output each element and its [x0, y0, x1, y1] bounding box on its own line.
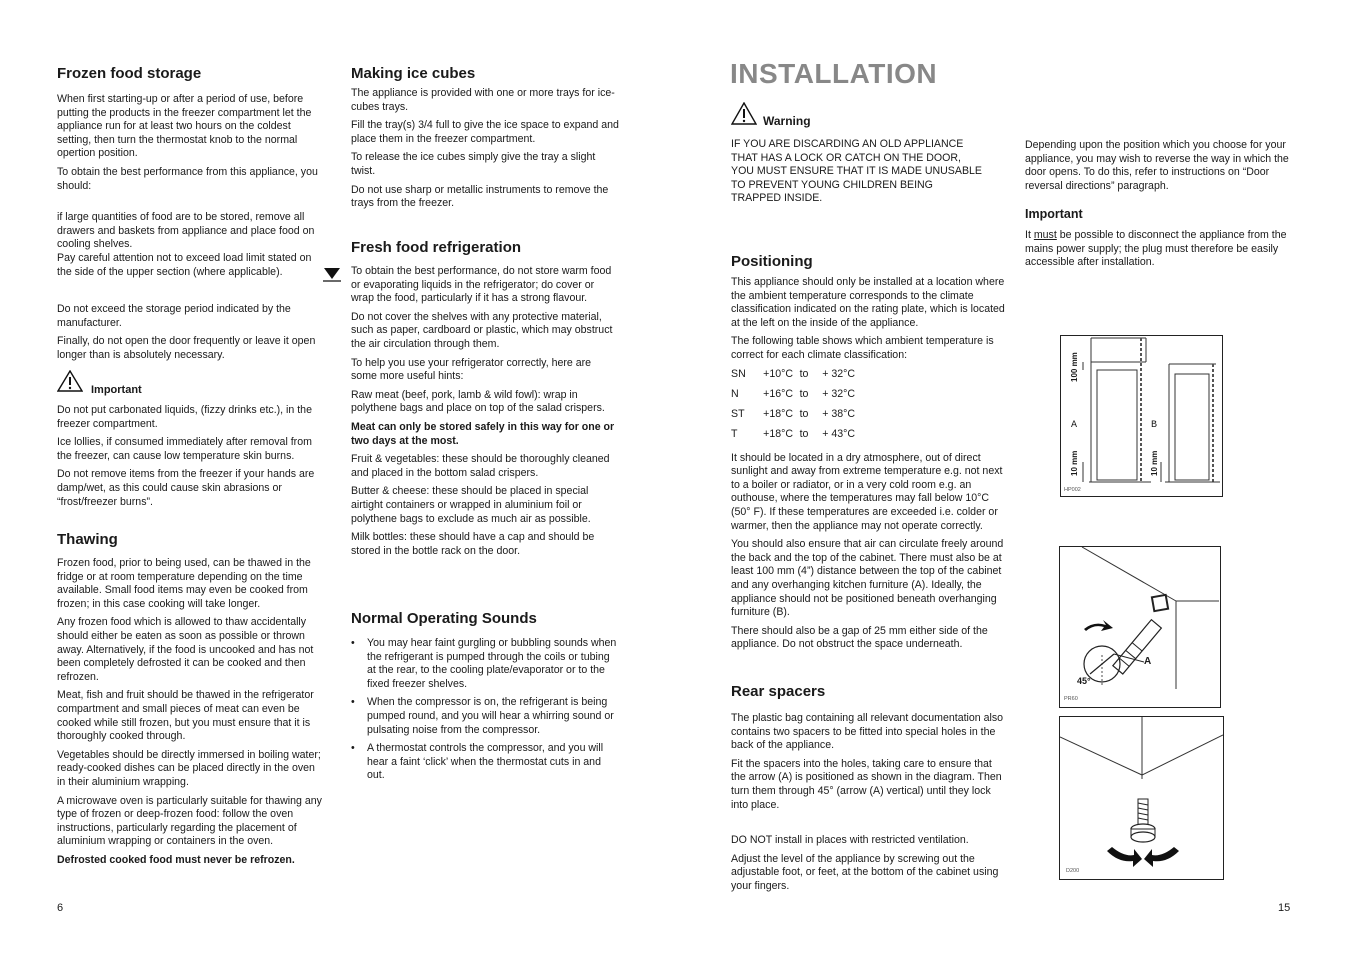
- climate-to: to: [799, 387, 809, 400]
- figure-code: PR60: [1064, 696, 1078, 702]
- load-limit-triangle-icon: [322, 266, 342, 282]
- climate-class: ST: [731, 407, 745, 420]
- dimension-100mm: 100 mm: [1070, 352, 1079, 382]
- paragraph: Finally, do not open the door frequently or leave it open longer than is absolutely necessary.: [57, 335, 316, 361]
- climate-row: [731, 388, 1009, 408]
- important-right-section: [1025, 229, 1293, 275]
- label-b: B: [1151, 420, 1158, 431]
- warning-label: Warning: [763, 114, 811, 128]
- sounds-list: [351, 637, 619, 783]
- climate-min: +18°C: [763, 407, 793, 420]
- paragraph: The plastic bag containing all relevant documentation also contains two spacers to be fitted into special holes in the back of the appliance.: [731, 712, 1004, 752]
- climate-class: N: [731, 387, 739, 400]
- paragraph: When first starting-up or after a period of use, before putting the products in the freezer compartment let the appliance run for at least two hours on the coldest setting, then turn the thermostat knob to the normal opertion position.: [57, 93, 312, 160]
- paragraph: Frozen food, prior to being used, can be thawed in the fridge or at room temperature depending on the time available. Small food items may even be cooked from frozen; in this case cooking will take longer.: [57, 557, 311, 610]
- paragraph: To help you use your refrigerator correctly, here are some more useful hints:: [351, 356, 592, 383]
- important-heading: Important: [1025, 207, 1083, 221]
- paragraph: Defrosted cooked food must never be refrozen.: [57, 853, 295, 866]
- positioning-heading: Positioning: [731, 253, 813, 270]
- paragraph: Meat, fish and fruit should be thawed in the refrigerator compartment and small pieces of meat can even be cooked while still frozen, but you must ensure that it is thoroughly cooked through.: [57, 689, 314, 743]
- climate-class: T: [731, 427, 738, 440]
- paragraph: Fit the spacers into the holes, taking care to ensure that the arrow (A) is positioned as shown in the diagram. Then turn them through 45° (arrow (A) vertical) until they lock into place.: [731, 757, 1002, 811]
- climate-to: to: [799, 367, 809, 380]
- fresh-food-heading: Fresh food refrigeration: [351, 239, 522, 256]
- ice-cubes-heading: Making ice cubes: [351, 65, 476, 82]
- climate-class: SN: [731, 367, 746, 380]
- paragraph: Any frozen food which is allowed to thaw accidentally should either be eaten as soon as possible or thrown away. Alternatively, if the food is uncooked and has not been completely defrosted it can be cooked and then refrozen.: [57, 616, 314, 683]
- dimension-10mm-b: 10 mm: [1150, 450, 1159, 476]
- positioning-section: [731, 276, 1009, 657]
- paragraph: Depending upon the position which you choose for your appliance, you may wish to reverse the way in which the door opens. To do this, refer to instructions on “Door reversal directions” paragraph.: [1025, 139, 1289, 192]
- sounds-section: [351, 637, 619, 788]
- thawing-section: [57, 557, 323, 872]
- ice-cubes-section: [351, 87, 619, 216]
- paragraph: Pay careful attention not to exceed load limit stated on the side of the upper section (where applicable).: [57, 251, 312, 278]
- paragraph: Meat can only be stored safely in this way for one or two days at the most.: [351, 420, 615, 447]
- paragraph: Butter & cheese: these should be placed in special airtight containers or wrapped in aluminium foil or polythene bags to exclude as much air as possible.: [351, 485, 591, 525]
- paragraph: Do not put carbonated liquids, (fizzy drinks etc.), in the freezer compartment.: [57, 404, 312, 430]
- climate-max: + 43°C: [822, 427, 855, 440]
- paragraph: Ice lollies, if consumed immediately after removal from the freezer, can cause low temperature skin burns.: [57, 436, 312, 462]
- paragraph: To obtain the best performance from this appliance, you should:: [57, 165, 318, 192]
- paragraph: The appliance is provided with one or more trays for ice-cubes trays.: [351, 87, 615, 113]
- rear-spacers-section: [731, 712, 1009, 899]
- paragraph: DO NOT install in places with restricted ventilation.: [731, 834, 969, 847]
- paragraph: Vegetables should be directly immersed in boiling water; ready-cooked dishes can be placed directly in the oven in their aluminium wrapping.: [57, 748, 321, 788]
- sounds-heading: Normal Operating Sounds: [351, 610, 537, 627]
- fresh-food-section: [351, 265, 619, 563]
- paragraph: It should be located in a dry atmosphere, out of direct sunlight and away from extreme temperature e.g. not next to a boiler or radiator, or in a very cold room e.g. an outhouse, where the temperatures may fall below 10°C (50° F). If these temperatures are exceeded i.e. colder or warmer, then the appliance may not operate correctly.: [731, 451, 1003, 532]
- door-reversal-section: [1025, 139, 1293, 198]
- paragraph: Do not use sharp or metallic instruments to remove the trays from the freezer.: [351, 183, 609, 210]
- paragraph: To obtain the best performance, do not store warm food or evaporating liquids in the refrigerator; do cover or wrap the food, particularly if it has a strong flavour.: [351, 265, 612, 305]
- climate-max: + 32°C: [822, 387, 855, 400]
- climate-max: + 32°C: [822, 367, 855, 380]
- clearance-diagram: [1060, 335, 1223, 497]
- paragraph: Do not remove items from the freezer if your hands are damp/wet, as this could cause skin abrasions or “frost/freezer burns”.: [57, 468, 315, 508]
- paragraph: A microwave oven is particularly suitable for thawing any type of frozen or deep-frozen food: follow the oven instructions, particularly regarding the placement of aluminium wrapping or containers in the oven.: [57, 794, 322, 848]
- warning-triangle-icon: [731, 102, 757, 126]
- paragraph: There should also be a gap of 25 mm either side of the appliance. Do not obstruct the space underneath.: [731, 624, 988, 651]
- climate-min: +10°C: [763, 367, 793, 380]
- spacer-diagram: [1059, 546, 1221, 708]
- climate-to: to: [799, 407, 809, 420]
- paragraph: Fill the tray(s) 3/4 full to give the ice space to expand and place them in the freezer compartment.: [351, 119, 619, 145]
- paragraph: Raw meat (beef, pork, lamb & wild fowl): wrap in polythene bags and place on top of the salad crispers.: [351, 388, 605, 415]
- climate-row: [731, 428, 1009, 448]
- list-item: • You may hear faint gurgling or bubbling sounds when the refrigerant is pumped through the coils or tubing at the rear, to the cooling plate/evaporator or to the fixed freezer shelves.: [367, 637, 619, 691]
- paragraph: Do not exceed the storage period indicated by the manufacturer.: [57, 303, 291, 329]
- climate-min: +18°C: [763, 427, 793, 440]
- list-item: • When the compressor is on, the refrigerant is being pumped round, and you will hear a whirring sound or pulsating noise from the compressor.: [367, 696, 619, 737]
- climate-row: [731, 368, 1009, 388]
- clearance-drawing: [1061, 336, 1222, 496]
- page-number-right: 15: [1278, 902, 1291, 914]
- paragraph: Adjust the level of the appliance by screwing out the adjustable foot, or feet, at the bottom of the cabinet using your fingers.: [731, 852, 999, 892]
- text-span: be possible to disconnect the appliance from the mains power supply; the plug must therefore be easily accessible after installation.: [1025, 229, 1287, 269]
- text-span: It: [1025, 229, 1034, 241]
- label-a: A: [1071, 420, 1078, 431]
- paragraph: The following table shows which ambient temperature is correct for each climate classification:: [731, 335, 994, 361]
- thawing-heading: Thawing: [57, 531, 118, 548]
- label-a: A: [1144, 656, 1152, 667]
- paragraph: Fruit & vegetables: these should be thoroughly cleaned and placed in the bottom salad crispers.: [351, 453, 610, 479]
- warning-triangle-icon: [57, 370, 83, 392]
- important-label: Important: [91, 384, 142, 396]
- frozen-food-heading: Frozen food storage: [57, 65, 202, 82]
- paragraph: if large quantities of food are to be stored, remove all drawers and baskets from appliance and place food on cooling shelves.: [57, 211, 315, 251]
- paragraph: Milk bottles: these should have a cap and should be stored in the bottle rack on the door.: [351, 531, 595, 557]
- page-number-left: 6: [57, 902, 64, 914]
- foot-drawing: [1060, 717, 1223, 879]
- warning-text: IF YOU ARE DISCARDING AN OLD APPLIANCE THAT HAS A LOCK OR CATCH ON THE DOOR, YOU MUST ENSURE THAT IT IS MADE UNUSABLE TO PREVENT YOUNG CHILDREN BEING TRAPPED INSIDE.: [731, 138, 982, 205]
- installation-title: INSTALLATION: [730, 58, 938, 89]
- frozen-food-section: [57, 93, 323, 368]
- paragraph: Do not cover the shelves with any protective material, such as paper, cardboard or plastic, which may obstruct the air circulation through them.: [351, 310, 613, 350]
- paragraph: You should also ensure that air can circulate freely around the back and the top of the cabinet. There must also be at least 100 mm (4”) distance between the top of the cabinet and any overhanging kitchen furniture (A). Ideally, the appliance should not be positioned beneath overhanging furniture (B).: [731, 538, 1004, 619]
- emphasis-must: must: [1033, 229, 1057, 241]
- adjustable-foot-diagram: [1059, 716, 1224, 880]
- climate-table: [731, 368, 1009, 448]
- climate-to: to: [799, 427, 809, 440]
- paragraph: This appliance should only be installed at a location where the ambient temperature corresponds to the climate classification indicated on the rating plate, which is located at the left on the inside of the appliance.: [731, 276, 1005, 329]
- climate-max: + 38°C: [822, 407, 855, 420]
- angle-label: 45°: [1077, 676, 1091, 686]
- paragraph: [1025, 229, 1293, 270]
- dimension-10mm-a: 10 mm: [1070, 450, 1079, 476]
- rear-spacers-heading: Rear spacers: [731, 683, 826, 700]
- figure-code: HP002: [1064, 487, 1081, 493]
- list-item: • A thermostat controls the compressor, and you will hear a faint ‘click’ when the thermostat cuts in and out.: [367, 742, 619, 783]
- paragraph: To release the ice cubes simply give the tray a slight twist.: [351, 151, 596, 177]
- climate-min: +16°C: [763, 387, 793, 400]
- figure-code: D200: [1066, 868, 1080, 874]
- important-section: [57, 404, 323, 514]
- climate-row: [731, 408, 1009, 428]
